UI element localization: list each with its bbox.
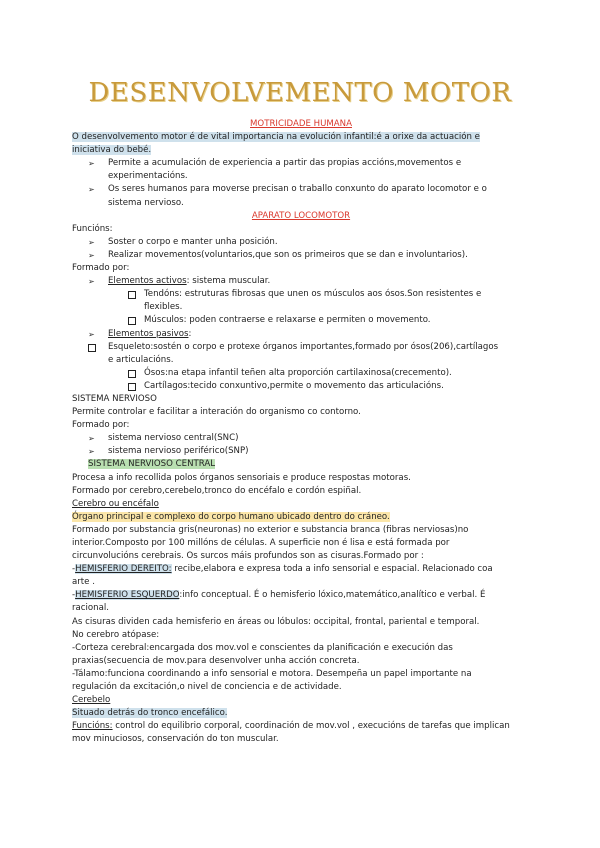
- continued-line: [72, 301, 530, 314]
- highlighted-line: [72, 144, 530, 157]
- arrow-list-item: [72, 249, 530, 262]
- arrow-bullet-icon: ➢: [88, 277, 95, 287]
- paragraph-text: circunvolucións cerebrais. Os surcos máis profundos son as cisuras.Formado por :: [72, 551, 424, 562]
- paragraph-text: Permite controlar e facilitar a interación do organismo co contorno.: [72, 407, 361, 418]
- subsection-heading: [72, 458, 530, 471]
- paragraph-line: [72, 720, 530, 733]
- square-list-item: [72, 380, 530, 393]
- square-list-item: [72, 341, 530, 354]
- list-item-text: Músculos: poden contraerse e relaxarse e permiten o movemento.: [144, 315, 431, 326]
- paragraph-line: [72, 733, 530, 746]
- continued-text: sistema nervioso.: [108, 197, 184, 208]
- paragraph-text: praxias(secuencia de mov.para desenvolver unha acción concreta.: [72, 655, 360, 666]
- section-heading-text: APARATO LOCOMOTOR: [251, 210, 351, 221]
- list-item-text: Cartílagos:tecido conxuntivo,permite o movemento das articulacións.: [144, 380, 444, 391]
- arrow-bullet-icon: ➢: [88, 447, 95, 457]
- list-item-text: Permite a acumulación de experiencia a partir das propias accións,movementos e: [108, 158, 462, 169]
- paragraph-text: interior.Composto por 100 millóns de células. A superficie non é lisa e está formada por: [72, 538, 450, 548]
- arrow-list-item: [72, 183, 530, 196]
- section-heading-text: MOTRICIDADE HUMANA: [250, 119, 352, 129]
- section-heading: [72, 210, 530, 223]
- paragraph-line: [72, 223, 530, 236]
- text-run: recibe,elabora e expresa toda a info sensorial e espacial. Relacionado coa: [171, 564, 493, 575]
- paragraph-text: Procesa a info recollida polos órganos sensoriais e produce respostas motoras.: [72, 472, 411, 483]
- list-item-text: Soster o corpo e manter unha posición.: [108, 236, 278, 247]
- list-item-text: sistema nervioso periférico(SNP): [108, 446, 249, 457]
- arrow-list-item: [72, 157, 530, 170]
- list-item-text: Realizar movementos(voluntarios,que son os primeiros que se dan e involuntarios).: [108, 249, 468, 260]
- square-list-item: [72, 367, 530, 380]
- hemisphere-line: [72, 563, 530, 576]
- paragraph-line: [72, 406, 530, 419]
- highlighted-text: O desenvolvemento motor é de vital importancia na evolución infantil:é a orixe da actuación e: [72, 132, 480, 143]
- arrow-bullet-icon: ➢: [88, 250, 95, 260]
- arrow-list-item: [72, 432, 530, 445]
- underlined-heading-text: Cerebro ou encéfalo: [72, 498, 159, 509]
- arrow-list-item: [72, 445, 530, 458]
- list-item-text: Os seres humanos para moverse precisan o traballo conxunto do aparato locomotor e o: [108, 184, 487, 195]
- list-item-text: sistema nervioso central(SNC): [108, 433, 239, 444]
- paragraph-line: [72, 485, 530, 498]
- arrow-list-item: [72, 275, 530, 288]
- document-title: DESENVOLVEMENTO MOTOR: [88, 78, 512, 108]
- paragraph-text: -Tálamo:funciona coordinando a info sensorial e motora. Desempeña un papel importante na: [72, 668, 472, 679]
- document-body: [72, 118, 530, 747]
- paragraph-line: [72, 642, 530, 655]
- paragraph-line: [72, 537, 530, 550]
- arrow-bullet-icon: ➢: [88, 329, 95, 339]
- hemisphere-label: HEMISFERIO ESQUERDO: [75, 590, 180, 601]
- list-item-text: :: [188, 328, 192, 339]
- square-list-item: [72, 314, 530, 327]
- list-item-text: : sistema muscular.: [186, 276, 271, 287]
- paragraph-text: SISTEMA NERVIOSO: [72, 393, 157, 404]
- continued-line: [72, 197, 530, 210]
- underlined-heading-text: Cerebelo: [72, 695, 111, 706]
- paragraph-line: [72, 681, 530, 694]
- highlighted-text: Situado detrás do tronco encefálico.: [72, 708, 228, 719]
- paragraph-text: Formado por:: [72, 420, 130, 431]
- square-bullet-icon: [128, 380, 136, 395]
- paragraph-line: [72, 655, 530, 668]
- paragraph-line: [72, 602, 530, 615]
- arrow-bullet-icon: ➢: [88, 185, 95, 195]
- underlined-heading: [72, 498, 530, 511]
- paragraph-line: [72, 262, 530, 275]
- paragraph-line: [72, 576, 530, 589]
- paragraph-text: regulación da excitación,o nivel de conciencia e de actividade.: [72, 682, 342, 693]
- paragraph-text: mov minuciosos, conservación do ton muscular.: [72, 734, 279, 745]
- square-bullet-icon: [128, 288, 136, 303]
- paragraph-text: Formado por:: [72, 263, 130, 274]
- square-bullet-icon: [88, 341, 96, 356]
- paragraph-line: [72, 419, 530, 432]
- arrow-list-item: [72, 328, 530, 341]
- arrow-bullet-icon: ➢: [88, 159, 95, 169]
- paragraph-text: Funcións:: [72, 223, 113, 234]
- hemisphere-label: HEMISFERIO DEREITO:: [75, 564, 172, 575]
- continued-line: [72, 354, 530, 367]
- text-run: -: [72, 590, 76, 601]
- paragraph-text: -Corteza cerebral:encargada dos mov.vol e conscientes da planificación e execución das: [72, 642, 453, 653]
- highlighted-line: [72, 707, 530, 720]
- continued-text: flexibles.: [144, 302, 183, 313]
- paragraph-text: arte .: [72, 577, 95, 588]
- paragraph-text: As cisuras dividen cada hemisferio en áreas ou lóbulos: occipital, frontal, pariental e temporal.: [72, 616, 480, 627]
- hemisphere-line: [72, 589, 530, 602]
- underlined-text: Elementos activos: [108, 276, 187, 287]
- subsection-heading-text: SISTEMA NERVIOSO CENTRAL: [88, 459, 216, 470]
- highlighted-line: [72, 131, 530, 144]
- arrow-bullet-icon: ➢: [88, 237, 95, 247]
- underlined-text: Funcións:: [72, 721, 113, 732]
- list-item-text: Esqueleto:sostén o corpo e protexe órganos importantes,formado por ósos(206),cartílagos: [108, 341, 499, 352]
- paragraph-line: [72, 668, 530, 681]
- arrow-bullet-icon: ➢: [88, 434, 95, 444]
- text-run: -: [72, 564, 76, 575]
- paragraph-text: Formado por cerebro,cerebelo,tronco do encéfalo e cordón espiñal.: [72, 485, 362, 496]
- highlighted-line: [72, 511, 530, 524]
- arrow-list-item: [72, 236, 530, 249]
- continued-text: e articulacións.: [108, 354, 174, 365]
- paragraph-line: [72, 524, 530, 537]
- paragraph-text: Formado por substancia gris(neuronas) no exterior e substancia branca (fibras nerviosas)no: [72, 524, 469, 535]
- paragraph-line: [72, 472, 530, 485]
- list-item-text: Tendóns: estruturas fibrosas que unen os músculos aos ósos.Son resistentes e: [144, 289, 482, 300]
- paragraph-text: racional.: [72, 603, 110, 614]
- text-run: control do equilibrio corporal, coordinación de mov.vol , execucións de tarefas que implican: [112, 721, 510, 732]
- paragraph-line: [72, 393, 530, 406]
- paragraph-line: [72, 616, 530, 629]
- continued-line: [72, 170, 530, 183]
- paragraph-line: [72, 629, 530, 642]
- text-run: :info conceptual. É o hemisferio lóxico,matemático,analítico e verbal. É: [179, 590, 486, 601]
- paragraph-line: [72, 550, 530, 563]
- section-heading: [72, 118, 530, 131]
- square-list-item: [72, 288, 530, 301]
- highlighted-text: iniciativa do bebé.: [72, 145, 152, 156]
- highlighted-text: Órgano principal e complexo do corpo humano ubicado dentro do cráneo.: [72, 511, 390, 522]
- continued-text: experimentacións.: [108, 171, 188, 182]
- underlined-text: Elementos pasivos: [108, 328, 189, 339]
- underlined-heading: [72, 694, 530, 707]
- list-item-text: Ósos:na etapa infantil teñen alta proporción cartilaxinosa(crecemento).: [144, 367, 452, 378]
- paragraph-text: No cerebro atópase:: [72, 629, 160, 640]
